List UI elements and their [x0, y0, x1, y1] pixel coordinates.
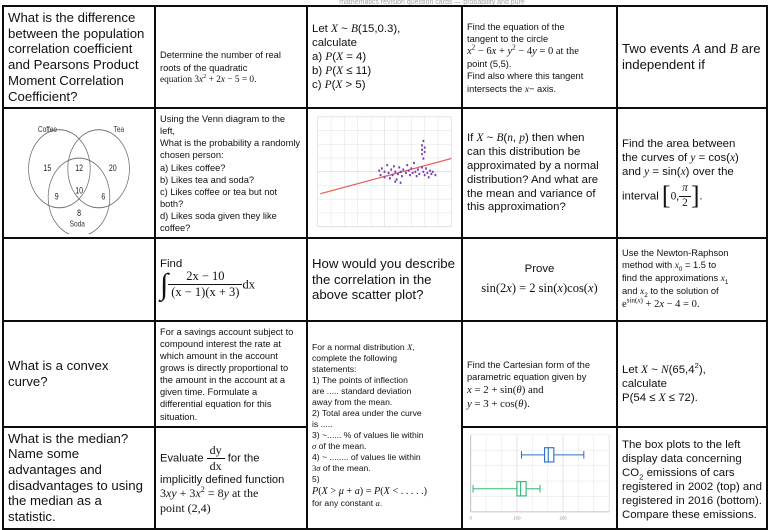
denominator: (x − 1)(x + 3) — [171, 285, 240, 300]
cell-line: σ of the mean. — [312, 441, 367, 452]
cell-line-math: $x^2 - 6x + y^2 - 4y = 0$ at the — [467, 43, 579, 57]
cell-line-d2: coffee? — [160, 222, 191, 233]
cell-line: intersects the x− axis. — [467, 83, 557, 95]
svg-text:8: 8 — [77, 208, 82, 219]
cell-line: 3σ of the mean. — [312, 463, 371, 474]
cell-line: tangent to the circle — [467, 33, 549, 44]
denominator: dx — [209, 458, 222, 473]
svg-text:15: 15 — [43, 163, 52, 174]
integral-icon: ∫ — [160, 268, 169, 302]
cell-line: and y = sin(x) over the — [622, 166, 734, 179]
svg-text:6: 6 — [101, 191, 106, 202]
cell-box-plot[interactable] — [462, 427, 617, 529]
cell-text: What is the difference between the population correlation coefficient and Pearsons Product Moment Correlation Coefficient? — [8, 10, 145, 104]
cell-line-1: 1) The points of inflection — [312, 375, 408, 386]
cell-line-5: 5) — [312, 474, 320, 485]
cell-scatter-plot[interactable] — [307, 108, 462, 238]
cell-line: Find also where this tangent — [467, 71, 584, 82]
cell-population-correlation[interactable] — [3, 6, 155, 108]
cell-line-math: x = 2 + sin(θ) and — [467, 384, 544, 397]
cell-independent-events[interactable] — [617, 6, 767, 108]
cell-line-math: point (2,4) — [160, 500, 211, 515]
cell-normal-n65[interactable] — [617, 321, 767, 427]
cell-line-interval: interval [0, $\frac{\pi}{2}$ ]. — [622, 181, 703, 211]
cell-line: find the approximations $x_1$ — [622, 273, 729, 287]
integral-expression — [160, 269, 302, 300]
prove-label: Prove — [524, 263, 555, 276]
cell-line: distribution? And what are — [467, 173, 599, 186]
cell-line: implicitly defined function — [160, 473, 285, 486]
cell-text: How would you describe the correlation in the above scatter plot? — [312, 255, 455, 303]
cell-line: If X ~ B(n, p) then when — [467, 131, 585, 144]
cell-describe-correlation[interactable] — [307, 238, 462, 321]
svg-text:9: 9 — [54, 191, 59, 202]
cell-text: What is a convex curve? — [8, 358, 109, 389]
cell-line: registered in 2016 (bottom). — [622, 494, 762, 507]
svg-text:200: 200 — [559, 515, 567, 521]
svg-text:20: 20 — [108, 163, 117, 174]
integrand-fraction — [168, 269, 242, 300]
cell-line-c: c) P(X > 5) — [312, 78, 366, 91]
cell-line-a: a) P(X = 4) — [312, 51, 367, 64]
table-row — [3, 321, 767, 427]
interval-label: interval — [622, 190, 659, 203]
pi-over-two: $\frac{\pi}{2}$ — [679, 182, 691, 211]
cell-normal-approximation[interactable] — [462, 108, 617, 238]
cell-line-b: b) P(X ≤ 11) — [312, 65, 372, 78]
cell-line: and $x_2$ to the solution of — [622, 286, 719, 300]
cell-line: point (5,5). — [467, 59, 512, 70]
cell-venn-question[interactable] — [155, 108, 307, 238]
svg-text:100: 100 — [513, 515, 521, 521]
cell-line-math: y = 3 + cos(θ). — [467, 398, 530, 411]
cell-text: For a savings account subject to compound interest the rate at which amount in the account grows is directly proportional to the amount in the account at a given time. Formulate a differential equation for this situation. — [160, 327, 294, 422]
cell-line: complete the following — [312, 353, 398, 364]
cell-line: statements: — [312, 364, 357, 375]
cell-line-c: c) Likes coffee or tea but not both? — [160, 186, 278, 209]
cell-cartesian-parametric[interactable] — [462, 321, 617, 427]
svg-text:12: 12 — [75, 163, 84, 174]
numerator: 2x − 10 — [168, 269, 242, 285]
cell-line: for any constant a. — [312, 498, 383, 509]
bracket-close-icon: ] — [690, 181, 700, 211]
top-partial-text: mathematics revision question cards — probability and pure — [339, 0, 525, 5]
cell-line: display data concerning — [622, 452, 742, 465]
svg-text:Soda: Soda — [69, 219, 85, 230]
cell-line: Let X ~ N(65,4$^2$), — [622, 361, 706, 377]
cell-venn-diagram[interactable] — [3, 108, 155, 238]
cell-line: are ..... standard deviation — [312, 386, 412, 397]
cell-partial-fractions-integral[interactable] — [155, 238, 307, 321]
cell-line: away from the mean. — [312, 397, 393, 408]
svg-text:10: 10 — [75, 186, 84, 197]
cell-line-math: equation $3x^2 + 2x - 5 = 0$. — [160, 72, 257, 85]
box-plot — [467, 431, 612, 525]
cell-line: the curves of y = cos(x) — [622, 152, 739, 165]
cell-venn-spacer — [3, 238, 155, 321]
cell-implicit-differentiation[interactable] — [155, 427, 307, 529]
cell-line: The box plots to the left — [622, 439, 741, 452]
cell-line: this approximation? — [467, 201, 566, 214]
dy-dx-fraction — [207, 443, 225, 474]
svg-text:Coffee: Coffee — [37, 124, 57, 135]
cell-boxplot-question[interactable] — [617, 427, 767, 529]
evaluate-label: Evaluate — [160, 452, 204, 465]
cell-line: calculate — [312, 37, 357, 50]
cell-line: roots of the quadratic — [160, 62, 248, 73]
identity-expression: sin(2x) = 2 sin(x)cos(x) — [481, 280, 598, 295]
cell-line: What is the probability a randomly — [160, 138, 301, 149]
cell-binomial-b15[interactable] — [307, 6, 462, 108]
cell-line-3: 3) ~...... % of values lie within — [312, 430, 424, 441]
cell-line-2: 2) Total area under the curve — [312, 408, 422, 419]
cell-line: Find the area between — [622, 138, 736, 151]
cell-line: $CO_2$ emissions of cars — [622, 466, 735, 482]
cell-line: Find the Cartesian form of the — [467, 360, 590, 371]
svg-text:0: 0 — [469, 515, 472, 521]
cell-text: What is the median? Name some advantages and disadvantages to using the median as a statistic. — [8, 430, 143, 525]
cell-line: approximated by a normal — [467, 159, 599, 172]
table-row — [3, 238, 767, 321]
cell-line: Let X ~ B(15,0.3), — [312, 23, 401, 36]
cell-line: Find the equation of the — [467, 21, 565, 32]
cell-line: For a normal distribution X, — [312, 342, 415, 353]
scatter-plot — [312, 112, 457, 234]
question-grid-table — [2, 5, 768, 530]
cell-line: Use the Newton-Raphson — [622, 248, 729, 259]
cell-line-4: 4) ~ ........ of values lie within — [312, 452, 421, 463]
cell-quadratic-roots[interactable] — [155, 6, 307, 108]
cell-normal-distribution-statements[interactable] — [307, 321, 462, 529]
cell-line-math: $3xy + 3x^2 = 8y$ at the — [160, 484, 259, 500]
cell-area-between-curves[interactable] — [617, 108, 767, 238]
cell-circle-tangent[interactable] — [462, 6, 617, 108]
cell-newton-raphson[interactable] — [617, 238, 767, 321]
cell-line: the mean and variance of — [467, 187, 596, 200]
cell-text: Two events A and B are independent if — [622, 41, 761, 73]
cell-line: Compare these emissions. — [622, 508, 757, 521]
cell-line-a: a) Likes coffee? — [160, 162, 226, 173]
table-row — [3, 108, 767, 238]
find-label: Find — [160, 257, 183, 270]
venn-diagram — [8, 112, 150, 234]
cell-line-d: d) Likes soda given they like — [160, 210, 277, 221]
cell-prove-double-angle[interactable] — [462, 238, 617, 321]
cell-line: method with $x_0 = 1.5$ to — [622, 260, 717, 273]
for-the-label: for the — [227, 452, 260, 465]
cell-line: chosen person: — [160, 150, 224, 161]
cell-line-math: $e^{sin(x)} + 2x - 4 = 0$. — [622, 296, 700, 311]
cell-line: P(54 ≤ X ≤ 72). — [622, 392, 698, 405]
cell-compound-interest-de[interactable] — [155, 321, 307, 427]
numerator: dy — [207, 443, 225, 459]
cell-line: calculate — [622, 378, 667, 391]
cell-line: can this distribution be — [467, 145, 581, 158]
cell-line-math: P(X > μ + a) = P(X < . . . . .) — [312, 486, 428, 498]
bracket-open-icon: [ — [661, 181, 671, 211]
cell-line: Using the Venn diagram to the left, — [160, 114, 286, 137]
cell-line: parametric equation given by — [467, 372, 587, 383]
cell-median-question[interactable] — [3, 427, 155, 529]
cell-line: registered in 2002 (top) and — [622, 480, 762, 493]
cell-line-b: b) Likes tea and soda? — [160, 174, 255, 185]
cell-convex-curve[interactable] — [3, 321, 155, 427]
svg-text:Tea: Tea — [113, 124, 125, 135]
table-row — [3, 6, 767, 108]
differential: dx — [242, 278, 255, 293]
evaluate-line — [160, 443, 302, 474]
cell-line: Determine the number of real — [160, 50, 281, 61]
cell-line: is ..... — [312, 419, 333, 430]
